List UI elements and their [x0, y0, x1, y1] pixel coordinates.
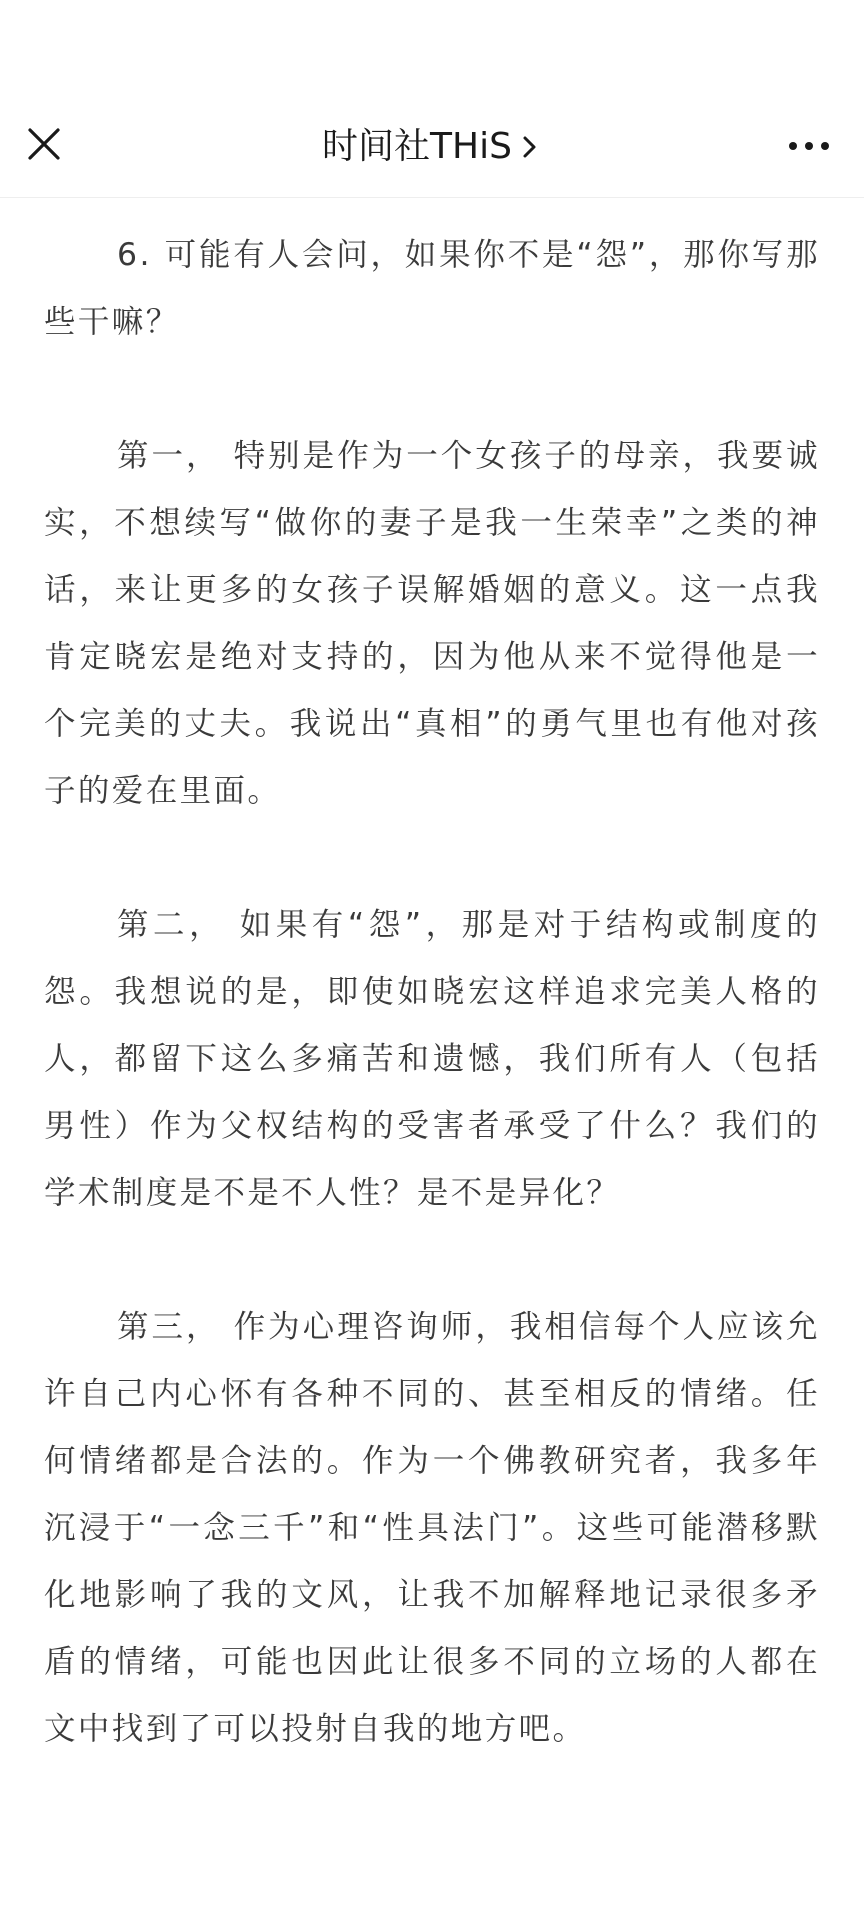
- article-body: [44, 222, 820, 1830]
- article-paragraph: 第三， 作为心理咨询师，我相信每个人应该允许自己内心怀有各种不同的、甚至相反的情绪。任何情绪都是合法的。作为一个佛教研究者，我多年沉浸于“一念三千”和“性具法门”。这些可能潜移默化地影响了我的文风，让我不加解释地记录很多矛盾的情绪，可能也因此让很多不同的立场的人都在文中找到了可以投射自我的地方吧。: [44, 1309, 820, 1747]
- top-nav-bar: [0, 98, 864, 198]
- account-title-link[interactable]: [0, 124, 864, 170]
- article-paragraph: 6. 可能有人会问，如果你不是“怨”，那你写那些干嘛？: [44, 237, 820, 340]
- account-title: 时间社THiS: [322, 126, 512, 167]
- more-options-button[interactable]: [784, 124, 834, 168]
- article-paragraph: 第二， 如果有“怨”，那是对于结构或制度的怨。我想说的是，即使如晓宏这样追求完美人格的人，都留下这么多痛苦和遗憾，我们所有人（包括男性）作为父权结构的受害者承受了什么？我们的学术制度是不是不人性？是不是异化？: [44, 907, 820, 1211]
- chevron-right-icon: [518, 132, 542, 162]
- article-paragraph: 第一， 特别是作为一个女孩子的母亲，我要诚实，不想续写“做你的妻子是我一生荣幸”之类的神话，来让更多的女孩子误解婚姻的意义。这一点我肯定晓宏是绝对支持的，因为他从来不觉得他是一个完美的丈夫。我说出“真相”的勇气里也有他对孩子的爱在里面。: [44, 438, 820, 809]
- more-horizontal-icon: [784, 124, 834, 168]
